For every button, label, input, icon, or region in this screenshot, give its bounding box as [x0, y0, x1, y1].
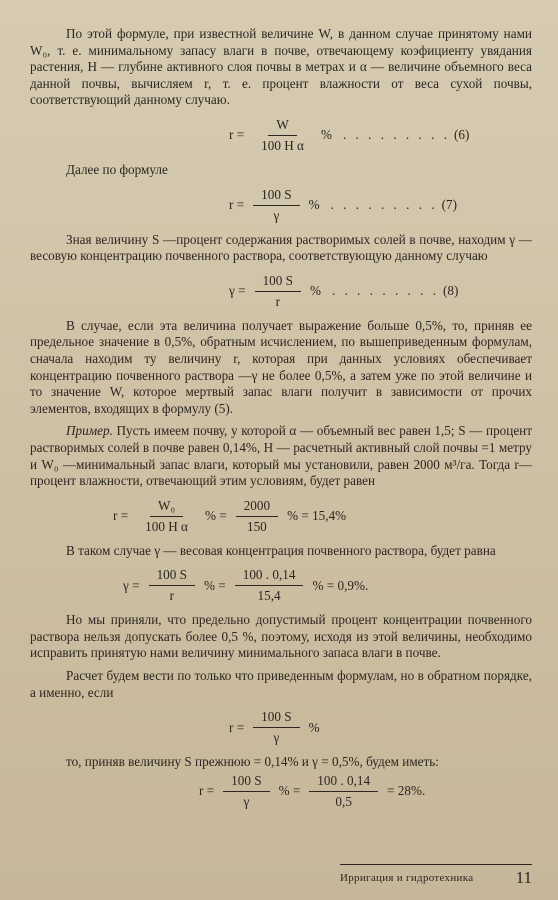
denominator: 100 H α [261, 137, 304, 153]
equation-number: (7) [441, 197, 457, 213]
numerator: 100 S [255, 273, 301, 292]
leader-dots: . . . . . . . . . [331, 283, 440, 299]
formula-example-4 [30, 773, 532, 810]
numerator: 100 S [253, 187, 299, 206]
operator: % = [203, 577, 226, 593]
formula-lhs: γ = [123, 577, 140, 593]
formula-example-1 [30, 498, 532, 535]
paragraph-concentration: В таком случае γ — весовая концентрация почвенного раствора, будет равна [66, 542, 496, 558]
fraction [255, 273, 301, 310]
equation-number: (6) [454, 127, 470, 143]
equation-number: (8) [443, 283, 459, 299]
leader-dots: . . . . . . . . . [330, 197, 438, 213]
operator: % = [278, 783, 301, 799]
fraction [235, 567, 304, 604]
formula-lhs: r = [113, 508, 129, 524]
numerator: 100 S [149, 567, 195, 586]
denominator: r [275, 293, 280, 309]
paragraph-example [30, 423, 532, 489]
paragraph-salt-content: Зная величину S —процент содержания растворимых солей в почве, находим γ —весовую концентрацию почвенного раствора, соответствующую данному случаю [30, 231, 532, 264]
example-lead: Пример. [66, 423, 113, 439]
paragraph-final-values: то, приняв величину S прежнюю = 0,14% и γ = 0,5%, будем иметь: [66, 754, 439, 770]
percent-sign: % [308, 719, 320, 735]
denominator: r [169, 588, 174, 604]
denominator: γ [273, 207, 280, 223]
numerator: 2000 [236, 498, 278, 517]
numerator: W₀ [150, 498, 183, 517]
running-title: Ирригация и гидротехника [340, 872, 474, 884]
numerator: 100 . 0,14 [309, 773, 378, 792]
paragraph-reverse-order: Расчет будем вести по только что приведенным формулам, но в обратном порядке, а именно, если [30, 668, 532, 700]
formula-7 [30, 187, 532, 224]
formula-result: % = 15,4% [287, 508, 347, 524]
formula-example-2 [30, 567, 532, 604]
formula-lhs: r = [199, 783, 215, 799]
percent-sign: % [309, 283, 321, 299]
percent-sign: % [308, 197, 320, 213]
formula-lhs: r = [229, 197, 245, 213]
paragraph-formula-explanation: По этой формуле, при известной величине W, в данном случае принятому нами W₀, т. е. минимальному запасу влаги в почве, отвечающему коэфициенту увядания растения, H — глубине активного слоя почвы в метрах и α — величине объемного веса данной почвы, вычисляем r, т. е. процент влажности от веса сухой почвы, соответствующий данному случаю. [30, 26, 532, 108]
denominator: 150 [246, 518, 267, 534]
page-number: 11 [515, 868, 532, 887]
denominator: 15,4 [257, 588, 281, 604]
leader-dots: . . . . . . . . . [342, 127, 450, 143]
fraction [137, 498, 196, 535]
denominator: 100 H α [145, 518, 188, 534]
numerator: 100 S [253, 709, 299, 728]
operator: % = [204, 508, 227, 524]
formula-example-3 [30, 709, 532, 746]
fraction [309, 773, 378, 810]
page-footer [340, 864, 532, 888]
denominator: γ [273, 730, 280, 746]
formula-lhs: r = [229, 719, 245, 735]
percent-sign: % [320, 127, 332, 143]
numerator: W [268, 117, 296, 136]
formula-6 [30, 117, 532, 154]
formula-lhs: γ = [229, 283, 246, 299]
fraction [236, 498, 278, 535]
formula-result: = 28%. [387, 783, 426, 799]
paragraph-next-formula: Далее по формуле [66, 161, 168, 177]
paragraph-limit-value: В случае, если эта величина получает выражение больше 0,5%, то, приняв ее предельное значение в 0,5%, обратным исчислением, по вышеприведенным формулам, сначала находим ту величину r, которая при данных условиях обеспечивает концентрацию почвенного раствора —γ не более 0,5%, а затем уже по этой величине и то значение W, которое мертвый запас влаги получит в зависимости от прочих элементов, входящих в формулу (5). [30, 317, 532, 416]
fraction [253, 709, 299, 746]
fraction [253, 187, 299, 224]
numerator: 100 . 0,14 [235, 567, 304, 586]
fraction [253, 117, 312, 154]
denominator: 0,5 [335, 793, 352, 809]
example-text: Пусть имеем почву, у которой α — объемный вес равен 1,5; S — процент растворимых солей в почве равен 0,14%, H — расчетный активный слой почвы =1 метру и W₀ —минимальный запас влаги, который мы установили, равен 2000 м³/га. Тогда r—процент влажности, отвечающий этим условиям, будет равен [30, 423, 532, 489]
formula-result: % = 0,9%. [312, 577, 369, 593]
formula-8 [30, 273, 532, 310]
paragraph-correction: Но мы приняли, что предельно допустимый процент концентрации почвенного раствора нельзя допускать более 0,5 %, поэтому, исходя из этой величины, необходимо исправить принятую нами величину минимального запаса влаги в почве. [30, 612, 532, 661]
numerator: 100 S [223, 773, 269, 792]
fraction [223, 773, 269, 810]
denominator: γ [243, 793, 250, 809]
formula-lhs: r = [229, 127, 245, 143]
fraction [149, 567, 195, 604]
